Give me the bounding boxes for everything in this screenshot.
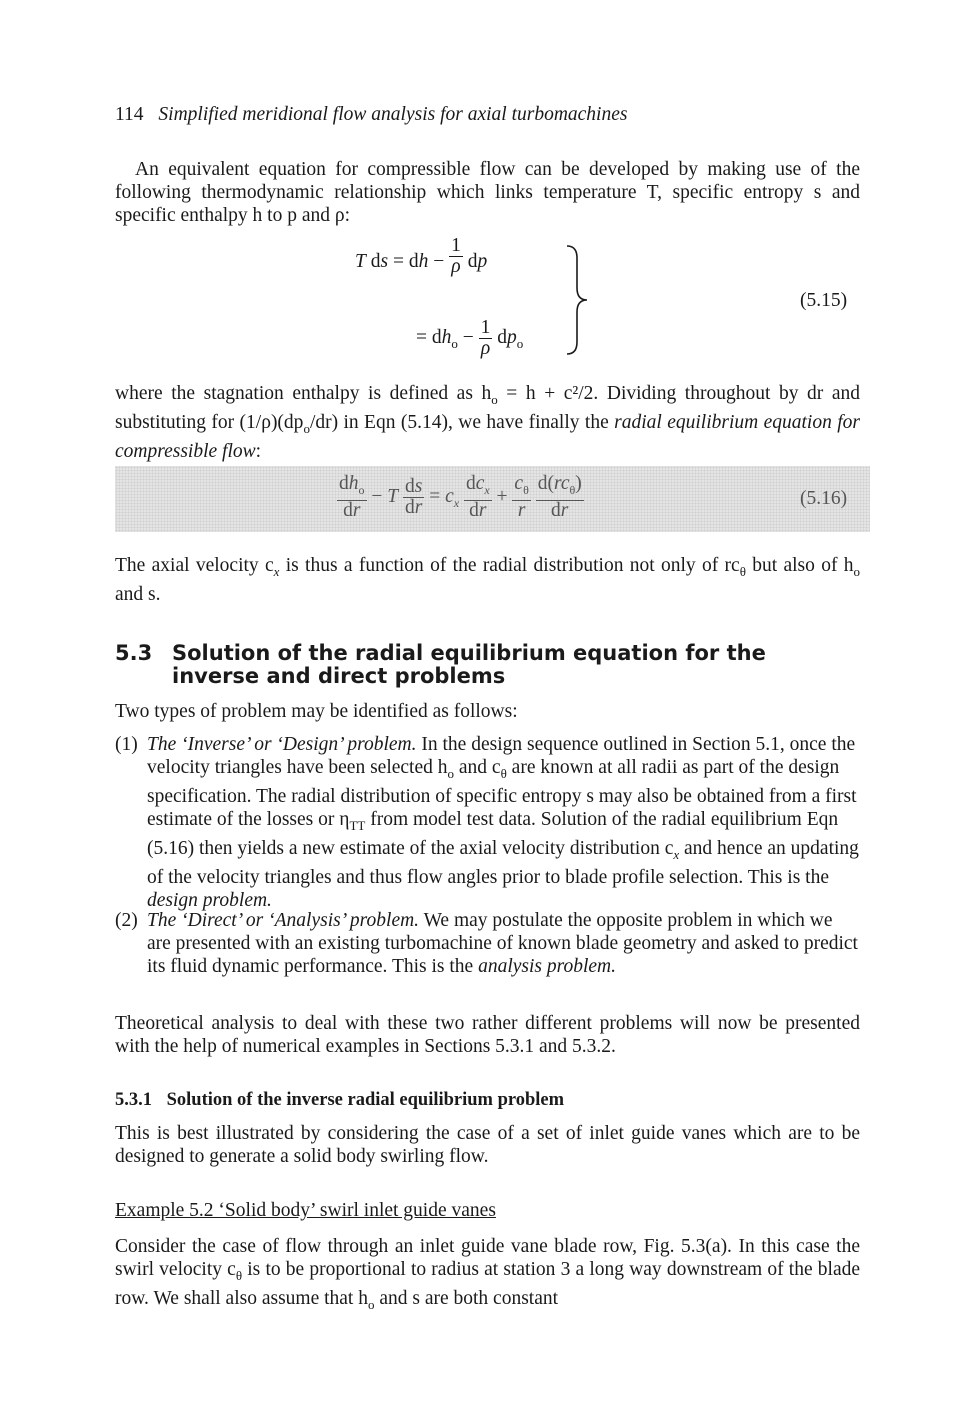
running-head: [115, 104, 627, 126]
equation-5-16-box: [115, 466, 870, 532]
item-number: (2): [115, 910, 138, 931]
axial-velocity-paragraph: The axial velocity $c_x$ is thus a function of the radial distribution not only of $rc_\theta$ but also of $h_o$ and s.: [115, 555, 860, 605]
running-title: Simplified meridional flow analysis for axial turbomachines: [158, 104, 628, 125]
types-intro: Two types of problem may be identified as follows:: [115, 701, 518, 722]
item-text: The ‘Direct’ or ‘Analysis’ problem. We may postulate the opposite problem in which we are presented with an existing turbomachine of known blade geometry and asked to predict its fluid dynamic performance. This is the analysis problem.: [147, 910, 858, 977]
eq-5-15-line-2: = $dh_o$ − $\frac{1}{\rho}$ $dp_o$: [416, 317, 524, 359]
eq-5-16: $\frac{dh_o}{dr}$ − T $\frac{ds}{dr}$ = $c_x$ $\frac{dc_x}{dr}$ + $\frac{c_\theta}{r}$ $\frac{d(rc_\theta)}{dr}$: [339, 473, 582, 521]
example-heading: Example 5.2 ‘Solid body’ swirl inlet guide vanes: [115, 1200, 496, 1221]
item-number: (1): [115, 734, 138, 755]
eq-5-15-line-1: T ds = dh − $\frac{1}{\rho}$ dp: [355, 235, 488, 277]
subsection-heading-5-3-1: [115, 1089, 564, 1111]
page-number: 114: [115, 104, 144, 125]
section-number: 5.3: [115, 641, 153, 665]
equation-number-5-16: (5.16): [800, 488, 848, 509]
section-heading-5-3: [115, 642, 832, 688]
item-text: The ‘Inverse’ or ‘Design’ problem. In the design sequence outlined in Section 5.1, once the velocity triangles have been selected $h_o$ and $c_\theta$ are known at all radii as part of the design specification. The radial distribution of specific entropy s may also be obtained from a first estimate of the losses or $\eta_{TT}$ from model test data. Solution of the radial equilibrium Eqn (5.16) then yields a new estimate of the axial velocity distribution $c_x$ and hence an updating of the velocity triangles and thus flow angles prior to blade profile selection. This is the design problem.: [147, 734, 859, 911]
subsection-title: Solution of the inverse radial equilibrium problem: [166, 1090, 565, 1110]
example-paragraph: Consider the case of flow through an inlet guide vane blade row, Fig. 5.3(a). In this case the swirl velocity $c_\theta$ is to be proportional to radius at station 3 a long way downstream of the blade row. We shall also assume that $h_o$ and s are both constant: [115, 1236, 861, 1312]
section-title: Solution of the radial equilibrium equation for the inverse and direct problems: [172, 641, 766, 688]
illustrated-paragraph: This is best illustrated by considering the case of a set of inlet guide vanes which are to be designed to generate a solid body swirling flow.: [115, 1123, 860, 1167]
stagnation-enthalpy-paragraph: where the stagnation enthalpy is defined as $h_o = h + c^2/2$. Dividing throughout by dr and substituting for $(1/\rho)(dp_o/dr)$ in Eqn (5.14), we have finally the radial equilibrium equation for compressible flow:: [115, 383, 860, 462]
problem-item-direct: [115, 909, 860, 978]
theory-paragraph: Theoretical analysis to deal with these two rather different problems will now be presented with the help of numerical examples in Sections 5.3.1 and 5.3.2.: [115, 1013, 860, 1057]
intro-paragraph: An equivalent equation for compressible flow can be developed by making use of the following thermodynamic relationship which links temperature T, specific entropy s and specific enthalpy h to p and ρ:: [115, 159, 860, 226]
equation-number-5-15: (5.15): [800, 290, 848, 311]
problem-item-inverse: [115, 733, 860, 912]
subsection-number: 5.3.1: [115, 1090, 152, 1110]
right-brace: [563, 244, 593, 356]
